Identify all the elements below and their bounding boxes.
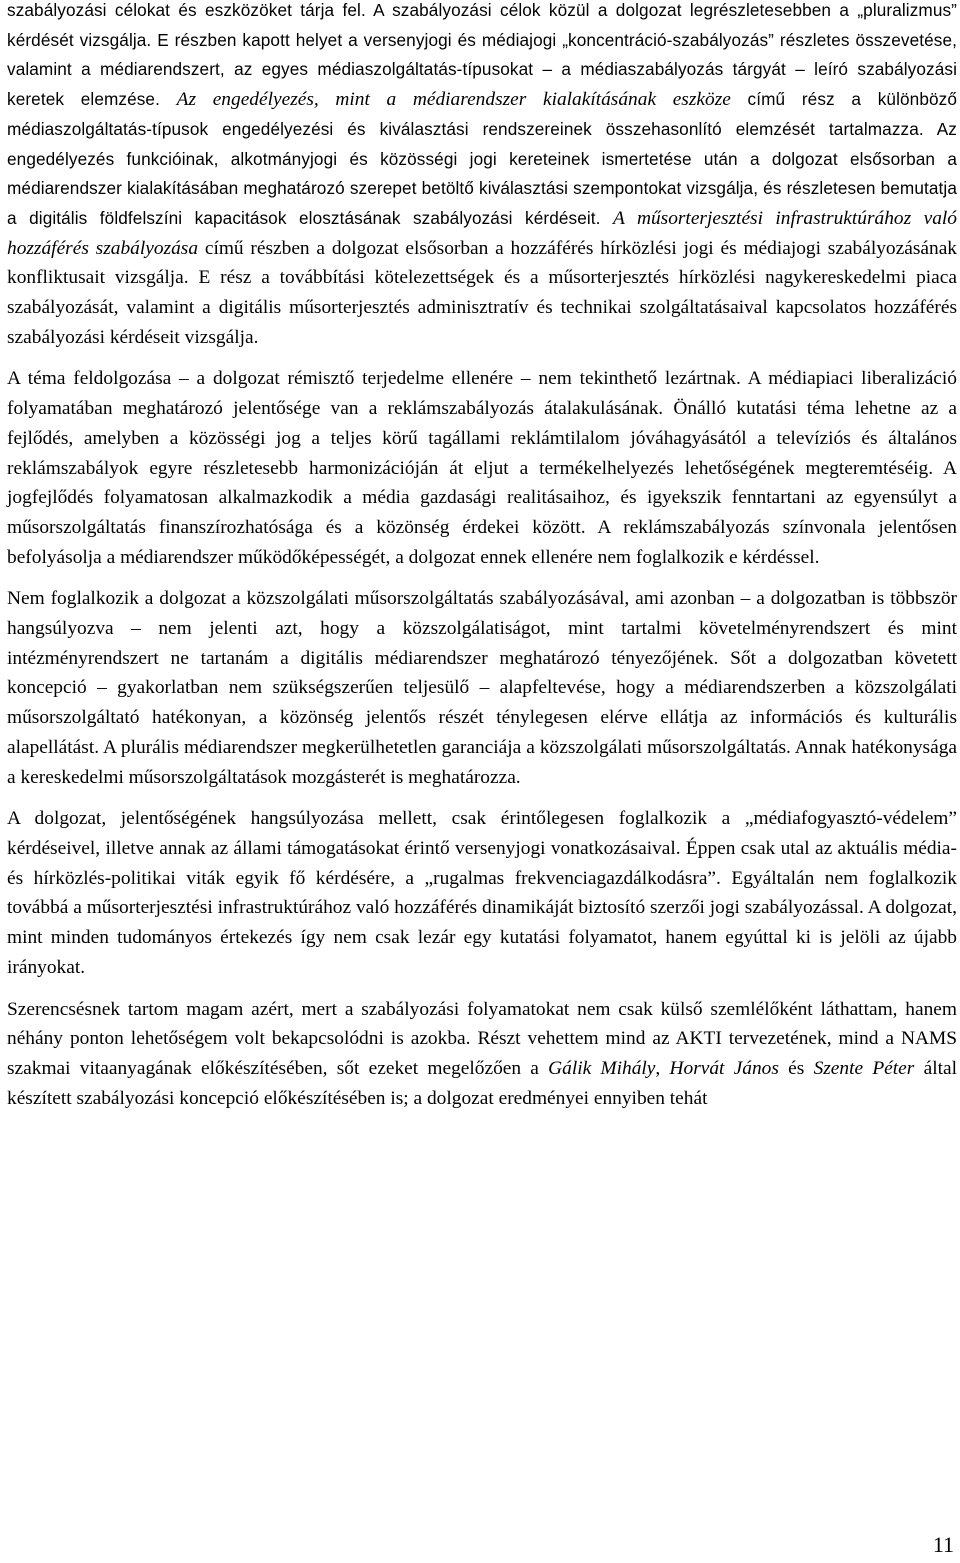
text-run: című rész a különböző médiaszolgáltatás-típusok engedélyezési és kiválasztási rendszereinek összehasonlító elemzését tartalmazza.: [7, 89, 957, 139]
paragraph-regulatory-goals: [7, 0, 957, 352]
author-name: Horvát János: [669, 1057, 779, 1079]
text-run: Szerencsésnek tartom magam azért, mert a szabályozási folyamatokat nem csak külső szemlélőként láthattam, hanem néhány ponton lehetőségem volt bekapcsolódni is azokba. Részt vehettem mind az AKTI tervezetének, mind a NAMS szakmai vitaanyagának előkészítésében, sőt ezeket megelőzően a: [7, 998, 957, 1079]
paragraph-advertising-regulation: [7, 364, 957, 572]
text-run: ,: [655, 1057, 670, 1079]
text-run: és: [778, 1057, 814, 1079]
section-title-licensing: Az engedélyezés, mint a médiarendszer kialakításának eszköze: [176, 89, 731, 111]
paragraph-acknowledgement: [7, 995, 957, 1114]
page-number: 11: [932, 1532, 954, 1557]
text-run: által készített szabályozási koncepció előkészítésében is; a dolgozat eredményei ennyiben tehát: [7, 1057, 957, 1109]
text-run: A dolgozat, jelentőségének hangsúlyozása mellett, csak érintőlegesen foglalkozik a „médiafogyasztó-védelem” kérdéseivel, illetve annak az állami támogatásokat érintő versenyjogi vonatkozásaival. Éppen csak utal az aktuális média- és hírközlés-politikai viták egyik fő kérdésére, a „rugalmas frekvenciagazdálkodásra”. Egyáltalán nem foglalkozik továbbá a műsorterjesztési infrastruktúrához való hozzáférés dinamikáját biztosító szerzői jogi szabályozással. A dolgozat, mint minden tudományos értekezés így nem csak lezár egy kutatási folyamatot, hanem egyúttal ki is jelöli az újabb irányokat.: [7, 808, 957, 978]
text-run: A téma feldolgozása – a dolgozat rémisztő terjedelme ellenére – nem tekinthető lezártnak. A médiapiaci liberalizáció folyamatában meghatározó jelentősége van a reklámszabályozás átalakulásának. Önálló kutatási téma lehetne az a fejlődés, amelyben a közösségi jog a teljes körű tagállami reklámtilalom jóváhagyásától a televíziós és általános reklámszabályok egyre részletesebb harmonizációján át eljut a termékelhelyezés lehetőségének megteremtéséig. A jogfejlődés folyamatosan alkalmazkodik a média gazdasági realitásaihoz, és igyekszik fenntartani az egyensúlyt a műsorszolgáltatás finanszírozhatósága és a közönség érdekei között. A reklámszabályozás színvonala jelentősen befolyásolja a médiarendszer működőképességét, a dolgozat ennek ellenére nem foglalkozik e kérdéssel.: [7, 368, 957, 568]
text-run: című részben a dolgozat elsősorban a hozzáférés hírközlési jogi és médiajogi szabályozásának konfliktusait vizsgálja. E rész a továbbítási kötelezettségek és a műsorterjesztés hírközlési nagykereskedelmi piaca szabályozását, valamint a digitális műsorterjesztés adminisztratív és technikai szolgáltatásaival kapcsolatos hozzáférés szabályozási kérdéseit vizsgálja.: [7, 237, 957, 348]
author-name: Gálik Mihály: [548, 1057, 656, 1079]
paragraph-public-service: [7, 584, 957, 792]
text-run: Az engedélyezés funkcióinak, alkotmányjogi és közösségi jogi kereteinek ismertetése után a dolgozat elsősorban a médiarendszer kialakításában meghatározó szerepet betöltő kiválasztási szempontokat vizsgálja, és részletesen bemutatja a digitális földfelszíni kapacitások elosztásának szabályozási kérdéseit.: [7, 118, 957, 228]
text-run: szabályozási célokat és eszközöket tárja fel. A szabályozási célok közül a dolgozat legrészletesebben a „pluralizmus” kérdését vizsgálja. E részben kapott helyet a versenyjogi és médiajogi „koncentráció-szabályozás” részletes összevetése, valamint a médiarendszert, az egyes médiaszolgáltatás-típusokat – a médiaszabályozás tárgyát – leíró szabályozási keretek elemzése.: [7, 0, 957, 110]
text-run: Nem foglalkozik a dolgozat a közszolgálati műsorszolgáltatás szabályozásával, ami azonban – a dolgozatban is többször hangsúlyozva – nem jelenti azt, hogy a közszolgálatiságot, mint tartalmi követelményrendszert és mint intézményrendszert ne tartanám a digitális médiarendszer meghatározó tényezőjének. Sőt a dolgozatban követett koncepció – gyakorlatban nem szükségszerűen teljesülő – alapfeltevése, hogy a médiarendszerben a közszolgálati műsorszolgáltató hatékonyan, a közönség jelentős részét ténylegesen elérve ellátja az információs és kulturális alapellátást. A plurális médiarendszer megkerülhetetlen garanciája a közszolgálati műsorszolgáltatás. Annak hatékonysága a kereskedelmi műsorszolgáltatások mozgásterét is meghatározza.: [7, 588, 957, 788]
paragraph-consumer-protection: [7, 804, 957, 982]
author-name: Szente Péter: [813, 1057, 915, 1079]
section-title-access: A műsorterjesztési infrastruktúrához való hozzáférés szabályozása: [7, 207, 957, 259]
document-page: [7, 0, 957, 1113]
